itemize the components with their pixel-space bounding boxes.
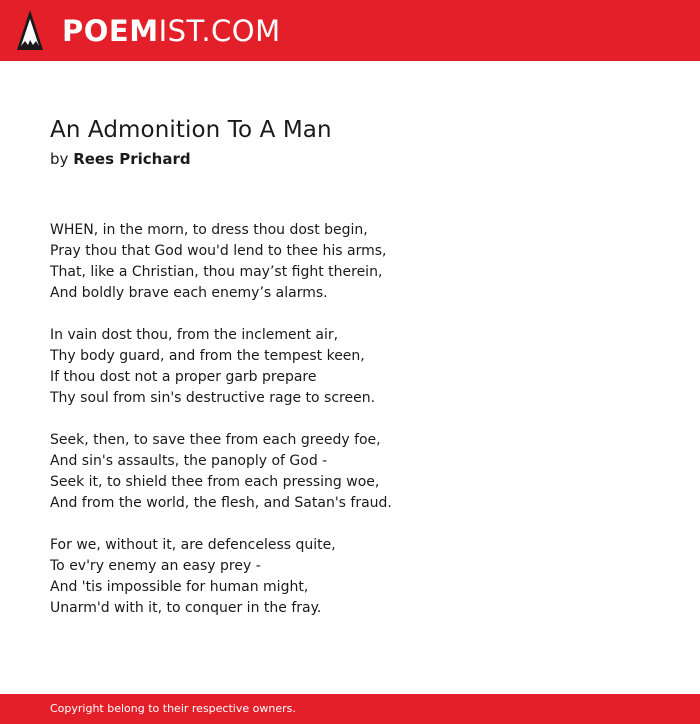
- author-link[interactable]: Rees Prichard: [73, 150, 191, 168]
- poem-line: Unarm'd with it, to conquer in the fray.: [50, 600, 322, 616]
- poem-line: And from the world, the flesh, and Satan's fraud.: [50, 495, 392, 511]
- copyright-text: Copyright belong to their respective owners.: [50, 702, 296, 715]
- poem-byline: [50, 150, 191, 168]
- poem-line: WHEN, in the morn, to dress thou dost begin,: [50, 222, 368, 238]
- site-footer: [0, 694, 700, 724]
- pencil-icon: [17, 10, 43, 52]
- site-logo-link[interactable]: [17, 10, 281, 52]
- poem-line: And 'tis impossible for human might,: [50, 579, 309, 595]
- poem-line: To ev'ry enemy an easy prey -: [50, 558, 261, 574]
- poem-line: Seek it, to shield thee from each pressing woe,: [50, 474, 380, 490]
- poem-stanza: [50, 220, 650, 304]
- logo-text-bold: POEM: [62, 14, 159, 48]
- poem-line: Seek, then, to save thee from each greedy foe,: [50, 432, 381, 448]
- poem-line: In vain dost thou, from the inclement air,: [50, 327, 339, 343]
- poem-line: And boldly brave each enemy’s alarms.: [50, 285, 328, 301]
- poem-body: [50, 220, 650, 640]
- poem-stanza: [50, 325, 650, 409]
- byline-prefix: by: [50, 150, 69, 168]
- poem-line: If thou dost not a proper garb prepare: [50, 369, 317, 385]
- poem-stanza: [50, 430, 650, 514]
- site-logo-text: [62, 10, 281, 52]
- poem-line: For we, without it, are defenceless quite,: [50, 537, 336, 553]
- poem-line: And sin's assaults, the panoply of God -: [50, 453, 328, 469]
- poem-line: Thy body guard, and from the tempest keen,: [50, 348, 365, 364]
- site-header: [0, 0, 700, 61]
- poem-line: Thy soul from sin's destructive rage to screen.: [50, 390, 376, 406]
- poem-line: Pray thou that God wou'd lend to thee his arms,: [50, 243, 387, 259]
- logo-text-light: IST.COM: [158, 14, 281, 48]
- poem-stanza: [50, 535, 650, 619]
- poem-line: That, like a Christian, thou may’st fight therein,: [50, 264, 383, 280]
- poem-title: An Admonition To A Man: [50, 117, 332, 143]
